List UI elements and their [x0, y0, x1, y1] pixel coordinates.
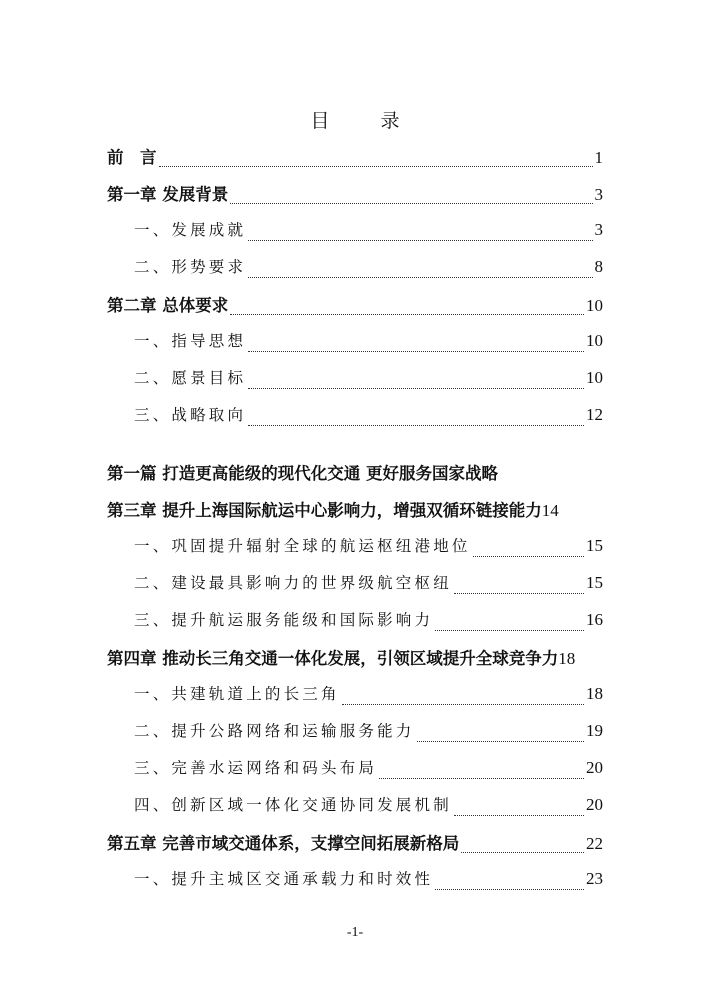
toc-entry-page: 16 — [586, 610, 603, 629]
toc-entry-label: 二、提升公路网络和运输服务能力 — [134, 722, 415, 740]
toc-entry[interactable] — [0, 403, 603, 433]
toc-entry-label: 一、巩固提升辐射全球的航运枢纽港地位 — [134, 537, 471, 555]
page-number-footer: -1- — [346, 925, 364, 940]
toc-entry-page: 1 — [594, 148, 603, 167]
toc-entry-page: 3 — [594, 185, 603, 204]
toc-entry-label: 一、指导思想 — [134, 332, 247, 350]
toc-entry[interactable] — [0, 329, 603, 359]
toc-entry-label: 一、共建轨道上的长三角 — [134, 685, 340, 703]
dot-leader — [248, 388, 584, 389]
toc-entry-page: 18 — [558, 649, 576, 668]
toc-entry-label: 第四章 推动长三角交通一体化发展，引领区域提升全球竞争力 — [107, 649, 559, 668]
dot-leader — [248, 425, 584, 426]
toc-entry[interactable] — [0, 645, 603, 675]
toc-entry[interactable] — [0, 181, 603, 211]
toc-entry-label: 二、建设最具影响力的世界级航空枢纽 — [134, 574, 452, 592]
dot-leader — [159, 166, 593, 167]
toc-part-heading[interactable] — [0, 460, 603, 490]
toc-entry[interactable] — [0, 682, 603, 712]
toc-entry-page: 10 — [586, 331, 603, 350]
toc-entry-label: 第一章 发展背景 — [107, 185, 229, 204]
toc-entry-page: 10 — [586, 368, 603, 387]
toc-title: 目 录 — [310, 110, 416, 132]
toc-entry-page: 22 — [586, 834, 603, 853]
toc-entry-page: 10 — [586, 296, 603, 315]
toc-entry[interactable] — [0, 497, 603, 527]
toc-entry-page: 15 — [586, 536, 603, 555]
toc-entry[interactable] — [0, 756, 603, 786]
dot-leader — [230, 314, 584, 315]
toc-entry-label: 四、创新区域一体化交通协同发展机制 — [134, 796, 452, 814]
toc-entry[interactable] — [0, 255, 603, 285]
toc-entry-label: 三、战略取向 — [134, 406, 247, 424]
toc-entry-page: 15 — [586, 573, 603, 592]
toc-entry-label: 第二章 总体要求 — [107, 296, 229, 315]
toc-entry-label: 第五章 完善市域交通体系，支撑空间拓展新格局 — [107, 834, 460, 853]
toc-entry-page: 14 — [541, 501, 559, 520]
dot-leader — [454, 593, 584, 594]
toc-entry-page: 8 — [594, 257, 603, 276]
toc-entry[interactable] — [0, 719, 603, 749]
dot-leader — [230, 203, 592, 204]
toc-entry[interactable] — [0, 218, 603, 248]
dot-leader — [435, 630, 584, 631]
toc-entry-label: 三、提升航运服务能级和国际影响力 — [134, 611, 434, 629]
toc-entry[interactable] — [0, 608, 603, 638]
toc-entry[interactable] — [0, 571, 603, 601]
toc-entry-label: 前 言 — [107, 148, 157, 167]
dot-leader — [417, 741, 584, 742]
toc-entry[interactable] — [0, 534, 603, 564]
dot-leader — [342, 704, 584, 705]
toc-part-label: 第一篇 打造更高能级的现代化交通 更好服务国家战略 — [107, 464, 498, 483]
toc-entry[interactable] — [0, 144, 603, 174]
toc-entry-page: 3 — [594, 220, 603, 239]
toc-entry[interactable] — [0, 830, 603, 860]
dot-leader — [248, 240, 592, 241]
dot-leader — [248, 351, 584, 352]
dot-leader — [454, 815, 584, 816]
toc-entry-page: 20 — [586, 795, 603, 814]
toc-entry-page: 23 — [586, 869, 603, 888]
toc-entry-label: 一、发展成就 — [134, 221, 247, 239]
toc-entry[interactable] — [0, 366, 603, 396]
dot-leader — [473, 556, 584, 557]
toc-entry[interactable] — [0, 793, 603, 823]
toc-entry-label: 二、形势要求 — [134, 258, 247, 276]
toc-entry-label: 一、提升主城区交通承载力和时效性 — [134, 870, 434, 888]
toc-entry-page: 19 — [586, 721, 603, 740]
dot-leader — [379, 778, 584, 779]
toc-entry-label: 第三章 提升上海国际航运中心影响力，增强双循环链接能力 — [107, 501, 542, 520]
toc-entry-page: 20 — [586, 758, 603, 777]
toc-entry-label: 三、完善水运网络和码头布局 — [134, 759, 378, 777]
dot-leader — [435, 889, 584, 890]
toc-entry-page: 12 — [586, 405, 603, 424]
dot-leader — [461, 852, 584, 853]
toc-entry-page: 18 — [586, 684, 603, 703]
dot-leader — [248, 277, 592, 278]
toc-entry-label: 二、愿景目标 — [134, 369, 247, 387]
toc-entry[interactable] — [0, 292, 603, 322]
toc-entry[interactable] — [0, 867, 603, 897]
